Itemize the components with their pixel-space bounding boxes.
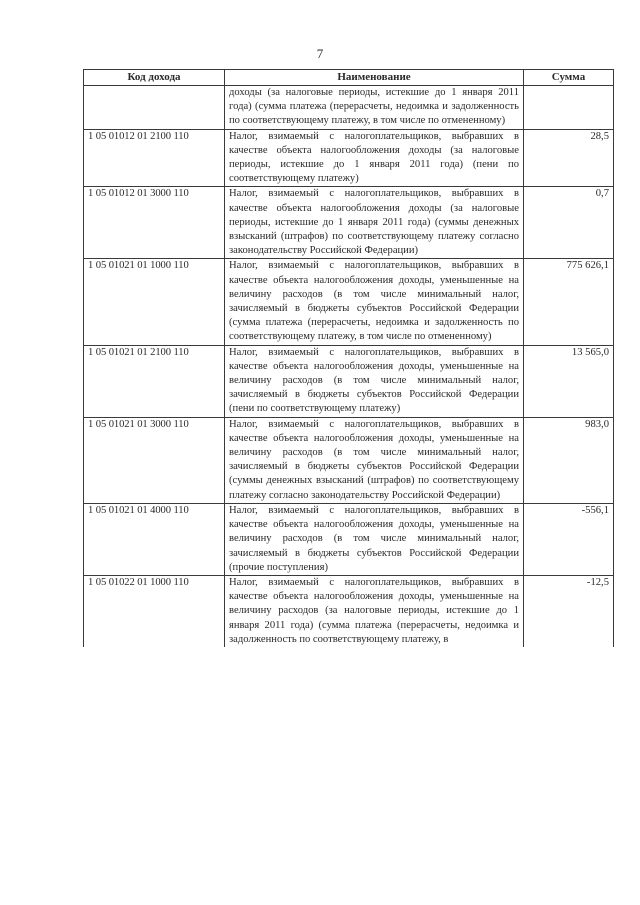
- income-sum: 775 626,1: [524, 259, 614, 345]
- income-name: Налог, взимаемый с налогоплательщиков, выбравших в качестве объекта налогообложения доходы, уменьшенные на величину расходов (в том числе минимальный налог, зачисляемый в бюджеты субъектов Российской Федерации (пени по соответствующему платежу): [225, 345, 524, 417]
- table-row: [84, 129, 614, 187]
- header-sum: Сумма: [524, 70, 614, 86]
- income-table: [83, 69, 614, 647]
- income-name: доходы (за налоговые периоды, истекшие до 1 января 2011 года) (сумма платежа (перерасчеты, недоимка и задолженность по соответствующему платежу, в том числе по отмененному): [225, 86, 524, 130]
- table-row: [84, 187, 614, 259]
- page-number: 7: [316, 46, 324, 61]
- income-name: Налог, взимаемый с налогоплательщиков, выбравших в качестве объекта налогообложения доходы (за налоговые периоды, истекшие до 1 января 2011 года) (пени по соответствующему платежу): [225, 129, 524, 187]
- income-name: Налог, взимаемый с налогоплательщиков, выбравших в качестве объекта налогообложения доходы, уменьшенные на величину расходов (в том числе минимальный налог, зачисляемый в бюджеты субъектов Российской Федерации (суммы денежных взысканий (штрафов) по соответствующему платежу согласно законодательству Российской Федерации): [225, 417, 524, 503]
- income-sum: 983,0: [524, 417, 614, 503]
- income-code: 1 05 01021 01 3000 110: [84, 417, 225, 503]
- income-sum: 28,5: [524, 129, 614, 187]
- income-code: 1 05 01021 01 4000 110: [84, 503, 225, 575]
- income-sum: -12,5: [524, 575, 614, 647]
- table-row: [84, 575, 614, 647]
- income-name: Налог, взимаемый с налогоплательщиков, выбравших в качестве объекта налогообложения доходы (за налоговые периоды, истекшие до 1 января 2011 года) (суммы денежных взысканий (штрафов) по соответствующему платежу согласно законодательству Российской Федерации): [225, 187, 524, 259]
- table-header-row: [84, 70, 614, 86]
- income-code: 1 05 01012 01 2100 110: [84, 129, 225, 187]
- income-code: 1 05 01021 01 2100 110: [84, 345, 225, 417]
- table-row: [84, 417, 614, 503]
- income-code: 1 05 01021 01 1000 110: [84, 259, 225, 345]
- income-sum: [524, 86, 614, 130]
- income-name: Налог, взимаемый с налогоплательщиков, выбравших в качестве объекта налогообложения доходы, уменьшенные на величину расходов (в том числе минимальный налог, зачисляемый в бюджеты субъектов Российской Федерации (сумма платежа (перерасчеты, недоимка и задолженность по соответствующему платежу, в том числе по отмененному): [225, 259, 524, 345]
- income-code: 1 05 01012 01 3000 110: [84, 187, 225, 259]
- income-name: Налог, взимаемый с налогоплательщиков, выбравших в качестве объекта налогообложения доходы, уменьшенные на величину расходов (за налоговые периоды, истекшие до 1 января 2011 года) (сумма платежа (перерасчеты, недоимка и задолженность по соответствующему платежу, в: [225, 575, 524, 647]
- income-sum: 13 565,0: [524, 345, 614, 417]
- header-code: Код дохода: [84, 70, 225, 86]
- income-code: [84, 86, 225, 130]
- income-sum: -556,1: [524, 503, 614, 575]
- income-name: Налог, взимаемый с налогоплательщиков, выбравших в качестве объекта налогообложения доходы, уменьшенные на величину расходов (в том числе минимальный налог, зачисляемый в бюджеты субъектов Российской Федерации (прочие поступления): [225, 503, 524, 575]
- table-row: [84, 259, 614, 345]
- table-row: [84, 86, 614, 130]
- header-name: Наименование: [225, 70, 524, 86]
- table-row: [84, 503, 614, 575]
- income-sum: 0,7: [524, 187, 614, 259]
- income-code: 1 05 01022 01 1000 110: [84, 575, 225, 647]
- table-row: [84, 345, 614, 417]
